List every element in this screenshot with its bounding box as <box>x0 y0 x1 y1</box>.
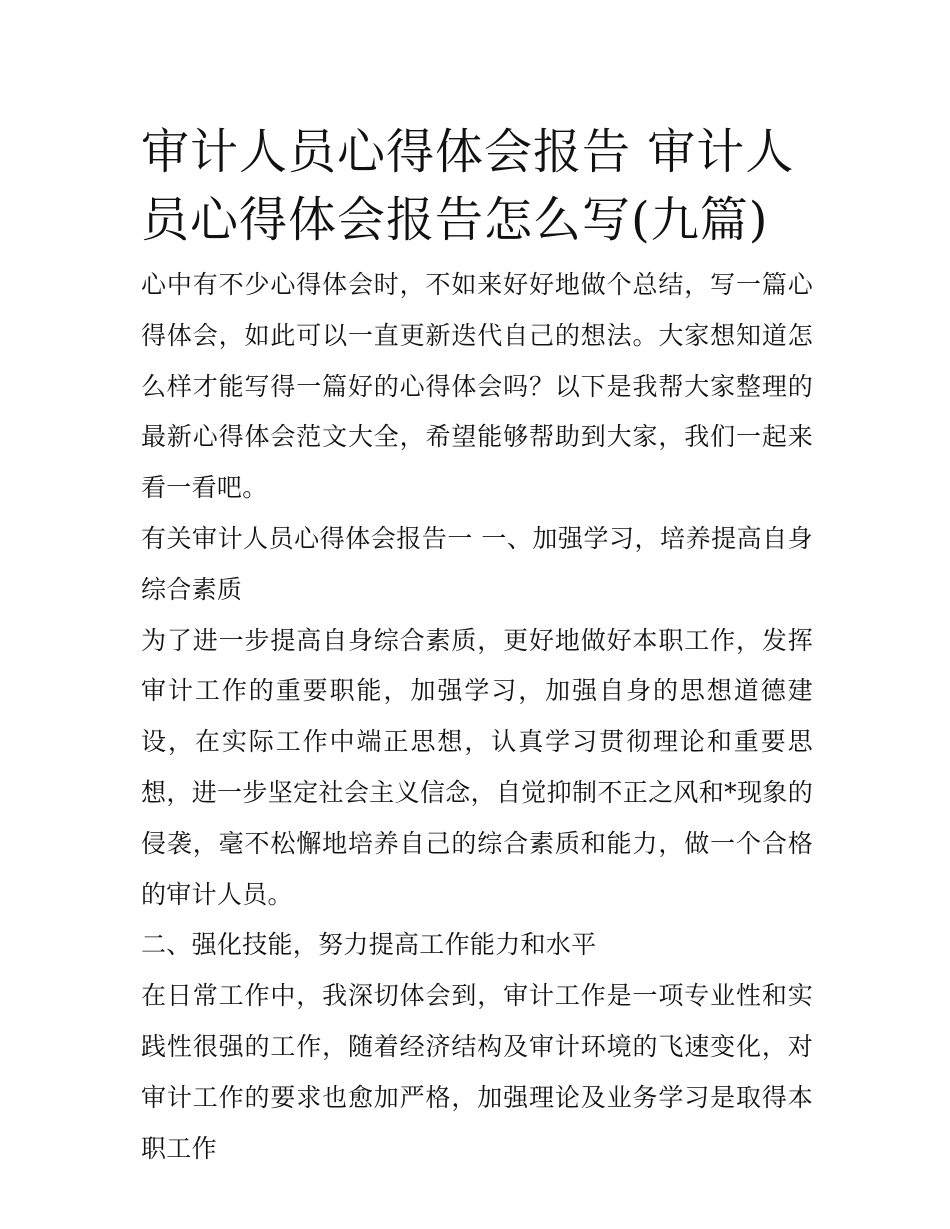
document-title: 审计人员心得体会报告 审计人员心得体会报告怎么写(九篇) <box>141 124 795 248</box>
section-heading-1: 有关审计人员心得体会报告一 一、加强学习，培养提高自身综合素质 <box>141 523 813 604</box>
body-paragraph-1: 为了进一步提高自身综合素质，更好地做好本职工作，发挥审计工作的重要职能，加强学习，加强自身的思想道德建设，在实际工作中端正思想，认真学习贯彻理论和重要思想，进一步坚定社会主义信念，自觉抑制不正之风和*现象的侵袭，毫不松懈地培养自己的综合素质和能力，做一个合格的审计人员。 <box>141 625 813 909</box>
intro-paragraph: 心中有不少心得体会时，不如来好好地做个总结，写一篇心得体会，如此可以一直更新迭代自己的想法。大家想知道怎么样才能写得一篇好的心得体会吗？以下是我帮大家整理的最新心得体会范文大全，希望能够帮助到大家，我们一起来看一看吧。 <box>141 270 813 503</box>
section-heading-2: 二、强化技能，努力提高工作能力和水平 <box>141 930 597 960</box>
body-paragraph-2: 在日常工作中，我深切体会到，审计工作是一项专业性和实践性很强的工作，随着经济结构及审计环境的飞速变化，对审计工作的要求也愈加严格，加强理论及业务学习是取得本职工作 <box>141 981 813 1163</box>
document-body <box>141 118 813 1174</box>
